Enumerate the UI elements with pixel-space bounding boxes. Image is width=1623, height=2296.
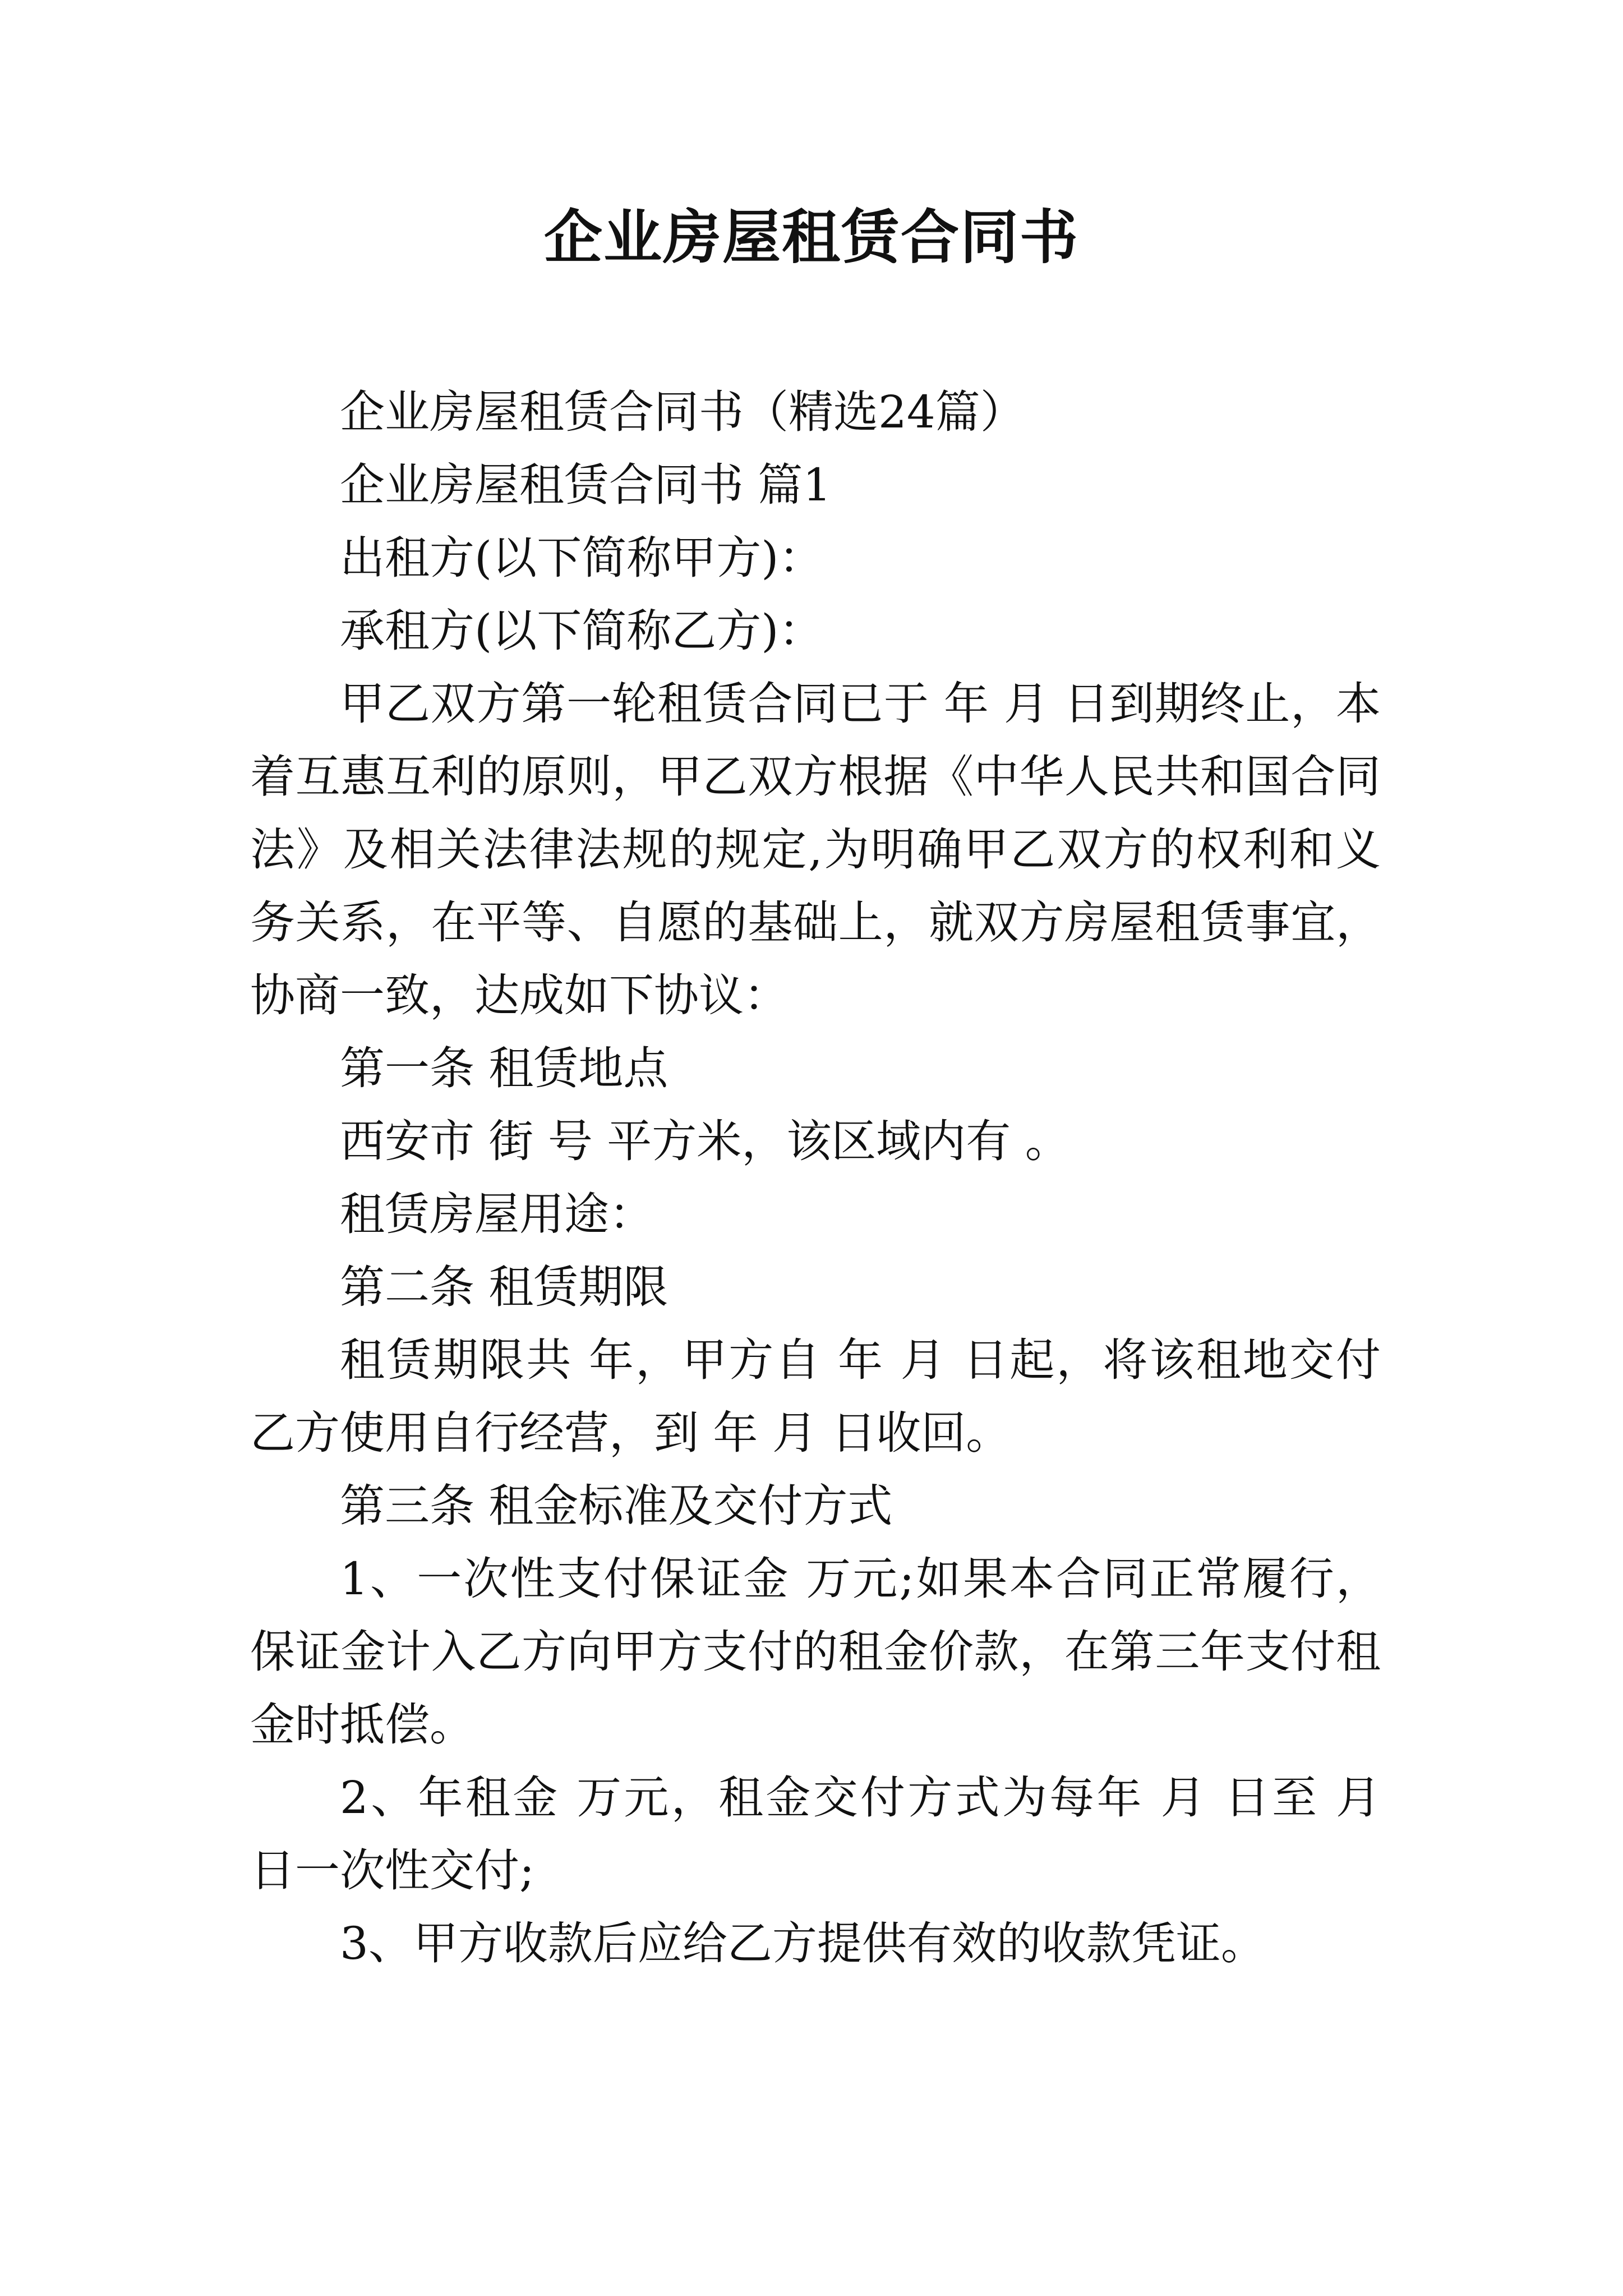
paragraph-collection-heading: 企业房屋租赁合同书（精选24篇） bbox=[340, 386, 1025, 438]
paragraph-term: 租赁期限共 年，甲方自 年 月 日起，将该租地交付乙方使用自行经营，到 年 月 日收回。 bbox=[250, 1334, 1381, 1459]
paragraph-section-heading: 企业房屋租赁合同书 篇1 bbox=[340, 459, 832, 511]
paragraph-deposit: 1、一次性支付保证金 万元;如果本合同正常履行，保证金计入乙方向甲方支付的租金价款，在第三年支付租金时抵偿。 bbox=[250, 1553, 1381, 1751]
paragraph-preamble: 甲乙双方第一轮租赁合同已于 年 月 日到期终止，本着互惠互利的原则，甲乙双方根据《中华人民共和国合同法》及相关法律法规的规定,为明确甲乙双方的权利和义务关系，在平等、自愿的基础上，就双方房屋租赁事宜，协商一致，达成如下协议： bbox=[250, 678, 1381, 1022]
document-body bbox=[250, 376, 1395, 1980]
paragraph-annual-rent: 2、年租金 万元，租金交付方式为每年 月 日至 月 日一次性交付; bbox=[250, 1772, 1395, 1897]
paragraph-article-2-heading: 第二条 租赁期限 bbox=[340, 1261, 668, 1313]
paragraph-receipt: 3、甲方收款后应给乙方提供有效的收款凭证。 bbox=[340, 1917, 1266, 1970]
paragraph-lessee: 承租方(以下简称乙方)： bbox=[340, 605, 824, 657]
paragraph-lessor: 出租方(以下简称甲方)： bbox=[340, 532, 824, 584]
paragraph-article-1-heading: 第一条 租赁地点 bbox=[340, 1042, 668, 1094]
document-title: 企业房屋租赁合同书 bbox=[543, 203, 1079, 272]
paragraph-article-3-heading: 第三条 租金标准及交付方式 bbox=[340, 1480, 893, 1532]
paragraph-location: 西安市 街 号 平方米，该区域内有 。 bbox=[340, 1115, 1070, 1167]
paragraph-usage: 租赁房屋用途： bbox=[340, 1188, 654, 1240]
